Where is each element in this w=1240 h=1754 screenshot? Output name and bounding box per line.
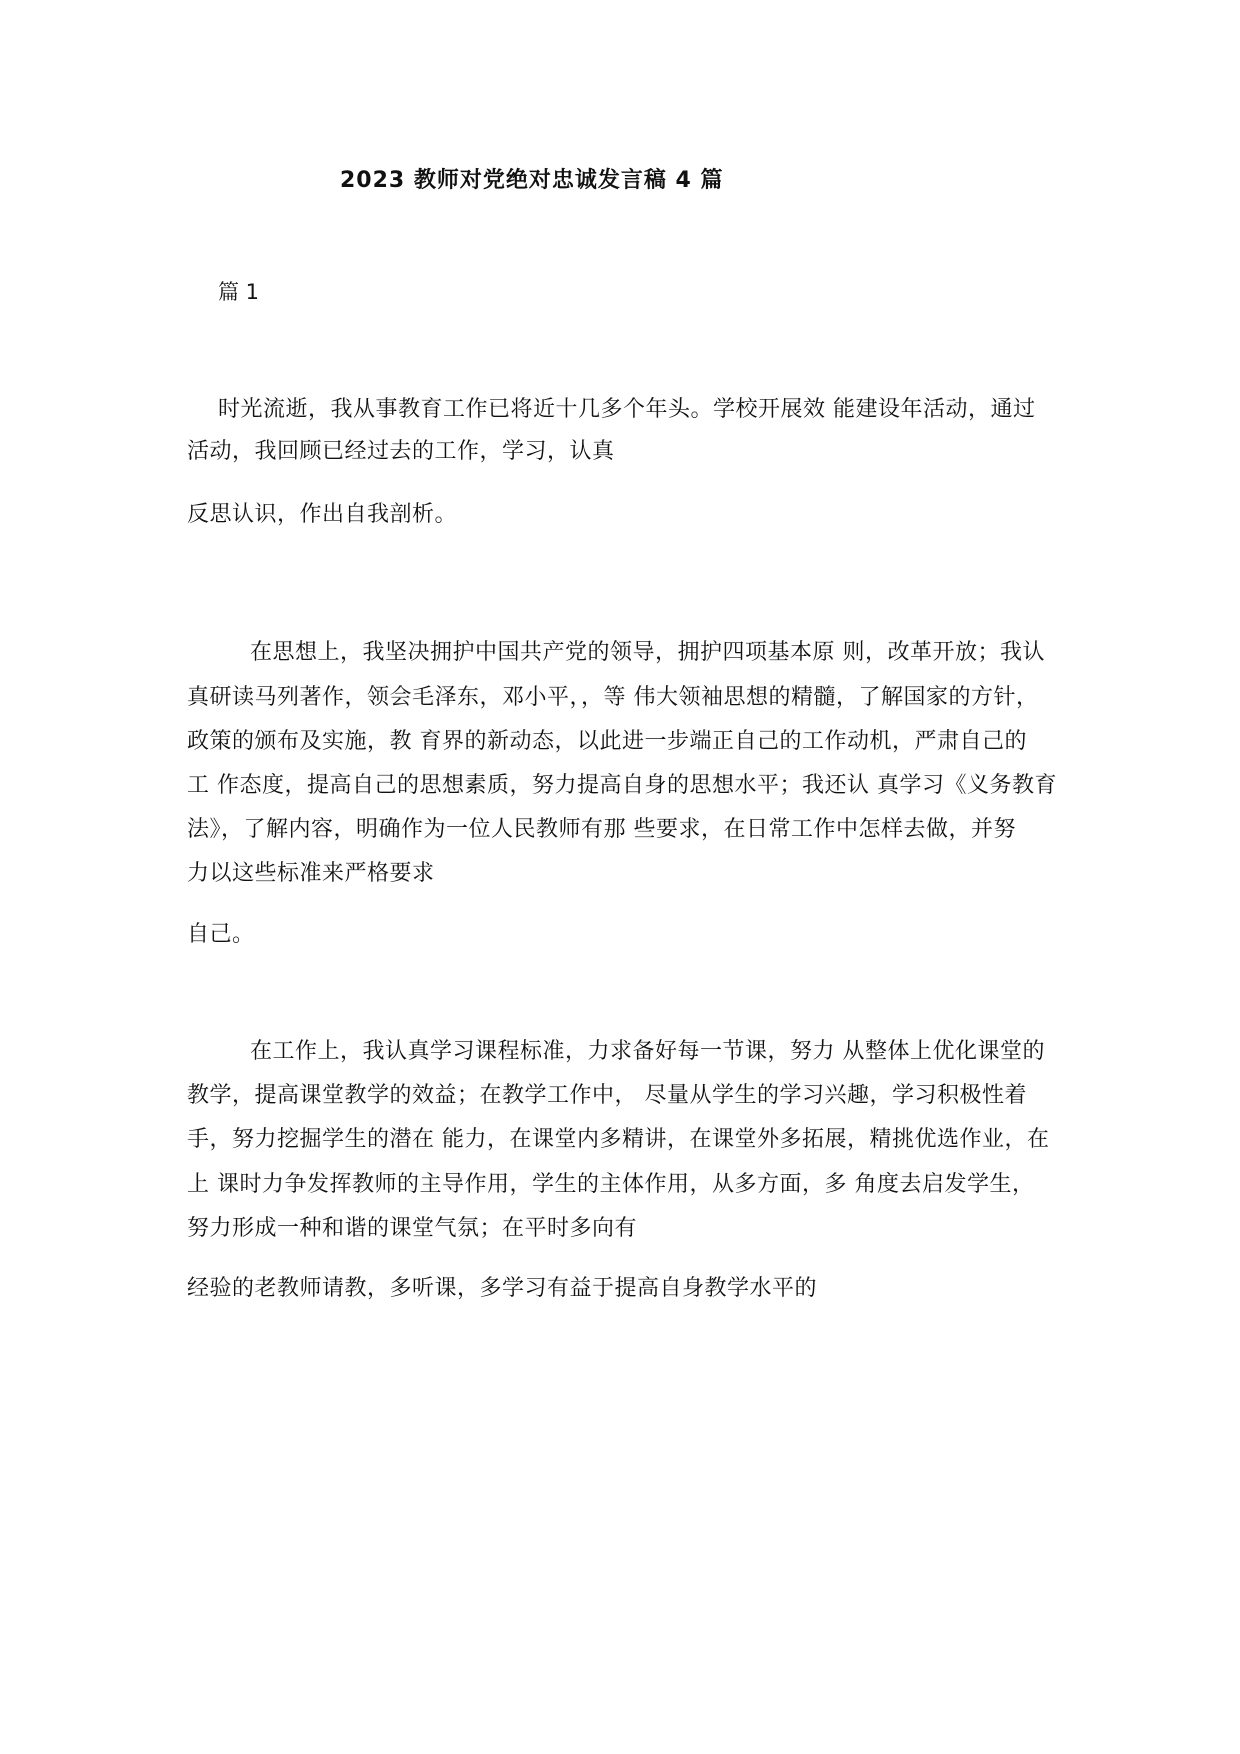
paragraph-2-line-7: 自己。: [187, 922, 255, 947]
paragraph-2-line-1: 在思想上，我坚决拥护中国共产党的领导，拥护四项基本原 则，改革开放；我认: [250, 640, 1045, 665]
paragraph-3-line-5: 努力形成一种和谐的课堂气氛；在平时多向有: [187, 1216, 638, 1241]
paragraph-3-line-2: 教学，提高课堂教学的效益；在教学工作中， 尽量从学生的学习兴趣，学习积极性着: [187, 1083, 1027, 1108]
paragraph-1-line-2: 活动，我回顾已经过去的工作，学习，认真: [187, 439, 615, 464]
paragraph-2-line-5: 法》，了解内容，明确作为一位人民教师有那 些要求，在日常工作中怎样去做，并努: [187, 817, 1016, 842]
paragraph-1-line-1: 时光流逝，我从事教育工作已将近十几多个年头。学校开展效 能建设年活动，通过: [218, 397, 1036, 422]
paragraph-3-line-3: 手，努力挖掘学生的潜在 能力，在课堂内多精讲，在课堂外多拓展，精挑优选作业，在: [187, 1127, 1050, 1152]
paragraph-3-line-6: 经验的老教师请教，多听课，多学习有益于提高自身教学水平的: [187, 1276, 818, 1301]
paragraph-2-line-3: 政策的颁布及实施，教 育界的新动态，以此进一步端正自己的工作动机，严肃自己的: [187, 729, 1027, 754]
document-title: 2023 教师对党绝对忠诚发言稿 4 篇: [340, 168, 724, 193]
paragraph-2-line-4: 工 作态度，提高自己的思想素质，努力提高自身的思想水平；我还认 真学习《义务教育: [187, 773, 1057, 798]
paragraph-3-line-1: 在工作上，我认真学习课程标准，力求备好每一节课，努力 从整体上优化课堂的: [250, 1039, 1045, 1064]
paragraph-2-line-6: 力以这些标准来严格要求: [187, 861, 435, 886]
paragraph-1-line-3: 反思认识，作出自我剖析。: [187, 502, 458, 527]
section-label: 篇 1: [218, 280, 260, 304]
paragraph-2-line-2: 真研读马列著作，领会毛泽东，邓小平，，等 伟大领袖思想的精髓，了解国家的方针，: [187, 685, 1039, 710]
paragraph-3-line-4: 上 课时力争发挥教师的主导作用，学生的主体作用，从多方面，多 角度去启发学生，: [187, 1172, 1035, 1197]
